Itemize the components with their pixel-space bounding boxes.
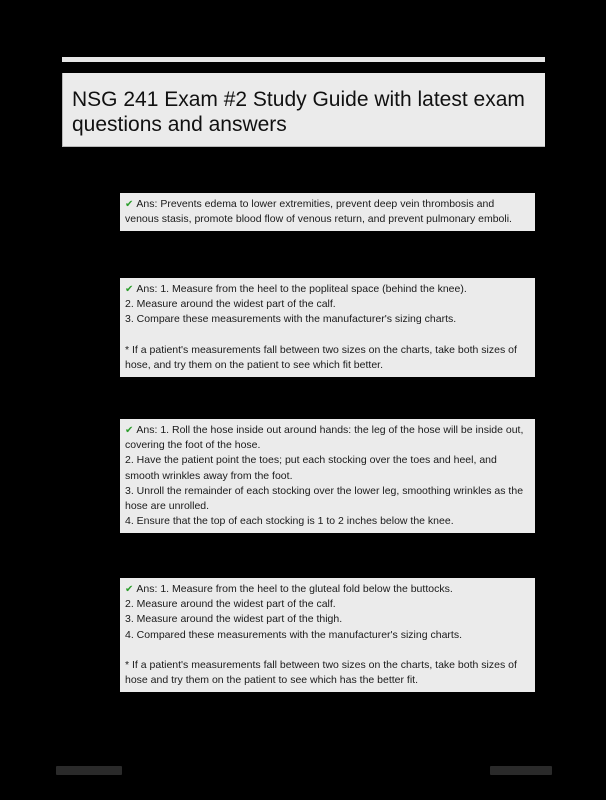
check-icon: ✔ [125,199,134,210]
answer-text: smooth wrinkles away from the foot. [125,469,293,482]
answer-line [125,212,531,227]
answer-line [125,628,531,643]
answer-text: Ans: 1. Measure from the heel to the popliteal space (behind the knee). [136,283,467,295]
answer-line [125,312,531,327]
page-title [72,87,533,137]
answer-text: * If a patient's measurements fall between two sizes on the charts, take both sizes of [125,343,517,356]
answer-line [125,597,531,612]
answer-line [125,469,531,484]
page-title-line: questions and answers [72,113,287,136]
answer-text: covering the foot of the hose. [125,439,261,452]
answer-text: 3. Measure around the widest part of the thigh. [125,613,343,626]
answer-line [125,658,531,673]
answer-text: Ans: 1. Roll the hose inside out around hands: the leg of the hose will be inside out, [136,424,524,436]
answer-line [125,282,531,297]
title-box [62,73,545,147]
answer-line [125,197,531,212]
blank-line [125,643,531,658]
answer-text: Ans: 1. Measure from the heel to the gluteal fold below the buttocks. [136,583,453,595]
answer-text: 2. Have the patient point the toes; put each stocking over the toes and heel, and [125,454,497,467]
answer-line [125,484,531,499]
answer-text: venous stasis, promote blood flow of venous return, and prevent pulmonary emboli. [125,213,512,226]
answer-text: 4. Compared these measurements with the manufacturer's sizing charts. [125,628,462,641]
answer-line [125,423,531,438]
blank-line [125,328,531,343]
answer-text: 2. Measure around the widest part of the calf. [125,598,336,611]
answer-text: Ans: Prevents edema to lower extremities, prevent deep vein thrombosis and [136,198,495,210]
answer-line [125,514,531,529]
answer-line [125,582,531,597]
answer-text: 3. Compare these measurements with the manufacturer's sizing charts. [125,313,457,326]
answer-line [125,343,531,358]
check-icon: ✔ [125,284,134,295]
top-divider [62,57,545,62]
answer-card [120,419,535,533]
answer-text: * If a patient's measurements fall between two sizes on the charts, take both sizes of [125,658,517,671]
answer-line [125,499,531,514]
answer-text: hose are unrolled. [125,500,210,513]
answer-line [125,297,531,312]
check-icon: ✔ [125,584,134,595]
answer-card [120,193,535,231]
footer-logo-redacted [56,766,122,775]
check-icon: ✔ [125,425,134,436]
answer-text: hose, and try them on the patient to see which fit better. [125,358,383,371]
answer-line [125,453,531,468]
footer-page-number-redacted [490,766,552,775]
answer-line [125,612,531,627]
answer-text: 4. Ensure that the top of each stocking is 1 to 2 inches below the knee. [125,515,454,528]
answer-text: hose and try them on the patient to see which has the better fit. [125,674,419,687]
answer-text: 3. Unroll the remainder of each stocking over the lower leg, smoothing wrinkles as the [125,484,524,497]
answer-card [120,278,535,377]
answer-line [125,673,531,688]
answer-card [120,578,535,692]
answer-line [125,358,531,373]
page-title-line: NSG 241 Exam #2 Study Guide with latest exam [72,88,525,111]
answer-text: 2. Measure around the widest part of the calf. [125,298,336,311]
answer-line [125,438,531,453]
